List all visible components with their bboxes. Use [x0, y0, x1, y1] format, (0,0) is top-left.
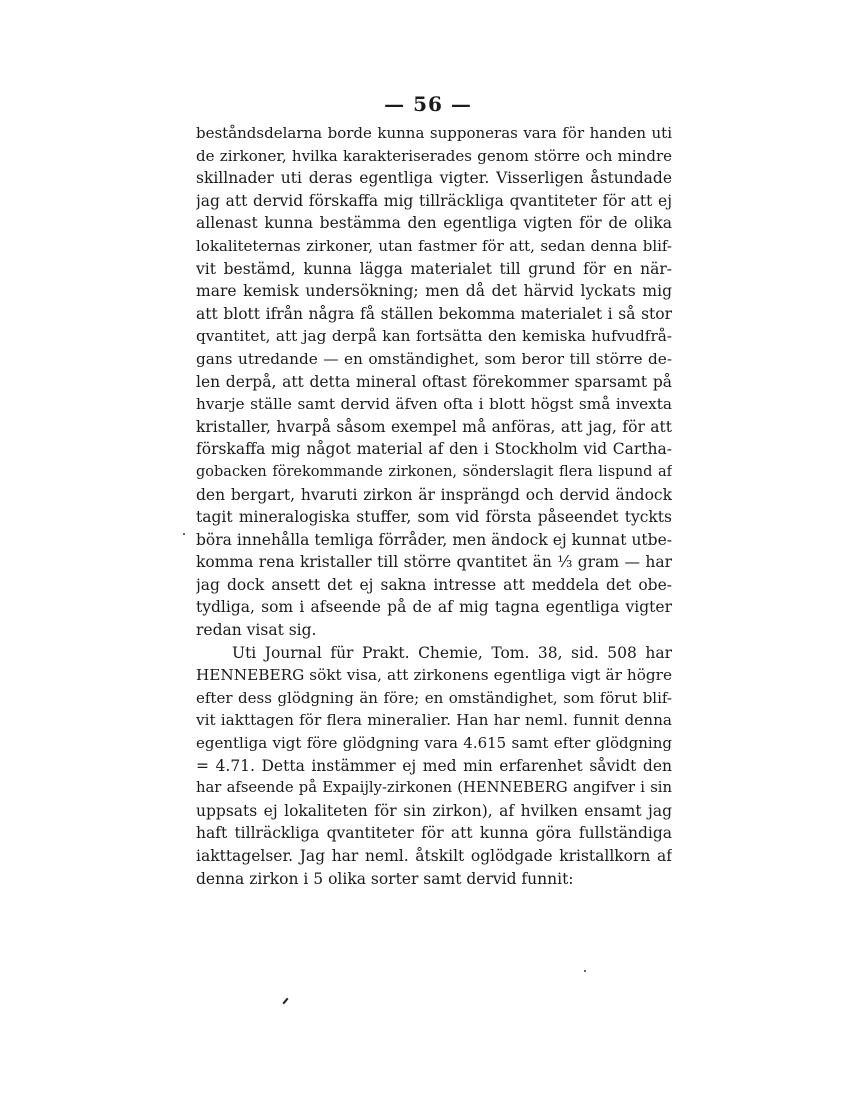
text-line: haft tillräckliga qvantiteter för att kunna göra fullständiga — [196, 824, 672, 843]
text-line: denna zirkon i 5 olika sorter samt dervid funnit: — [196, 869, 574, 888]
body-text — [196, 122, 672, 890]
text-line: uppsats ej lokaliteten för sin zirkon), af hvilken ensamt jag — [196, 801, 672, 820]
text-line: förskaffa mig något material af den i Stockholm vid Cartha- — [196, 440, 672, 459]
text-line: de zirkoner, hvilka karakteriserades genom större och mindre — [196, 146, 672, 165]
text-line: kristaller, hvarpå såsom exempel må anföras, att jag, för att — [196, 417, 672, 436]
text-line: tydliga, som i afseende på de af mig tagna egentliga vigter — [196, 598, 672, 617]
text-line: Uti Journal für Prakt. Chemie, Tom. 38, sid. 508 har — [232, 643, 672, 662]
text-line: egentliga vigt före glödgning vara 4.615 samt efter glödgning — [196, 734, 672, 753]
paragraph-2 — [196, 642, 672, 891]
ink-stroke-mark — [282, 998, 288, 1005]
text-line: jag dock ansett det ej sakna intresse att meddela det obe- — [196, 575, 672, 594]
text-line: allenast kunna bestämma den egentliga vigten för de olika — [196, 214, 672, 233]
text-line: qvantitet, att jag derpå kan fortsätta den kemiska hufvudfrå- — [196, 327, 672, 346]
text-line: = 4.71. Detta instämmer ej med min erfarenhet såvidt den — [196, 756, 672, 775]
text-line: hvarje ställe samt dervid äfven ofta i blott högst små invexta — [196, 395, 672, 414]
text-line: gobacken förekommande zirkonen, sönderslagit flera lispund af — [196, 463, 672, 480]
text-line: böra innehålla temliga förråder, men ändock ej kunnat utbe- — [196, 530, 672, 549]
text-line: att blott ifrån några få ställen bekomma materialet i så stor — [196, 304, 672, 323]
text-line: mare kemisk undersökning; men då det härvid lyckats mig — [196, 282, 672, 301]
text-line: jag att dervid förskaffa mig tillräckliga qvantiteter för att ej — [196, 191, 672, 210]
text-line: lokaliteternas zirkoner, utan fastmer för att, sedan denna blif- — [196, 236, 672, 255]
text-line: tagit mineralogiska stuffer, som vid första påseendet tyckts — [196, 508, 672, 527]
text-line: vit iakttagen för flera mineralier. Han har neml. funnit denna — [196, 711, 672, 730]
text-line: har afseende på Expaijly-zirkonen (HENNEBERG angifver i sin — [196, 779, 672, 797]
text-line: redan visat sig. — [196, 621, 317, 640]
text-line: HENNEBERG sökt visa, att zirkonens egentliga vigt är högre — [196, 666, 672, 685]
text-line: efter dess glödgning än före; en omständighet, som förut blif- — [196, 688, 672, 707]
text-line: skillnader uti deras egentliga vigter. Visserligen åstundade — [196, 169, 672, 188]
speck-mark — [584, 970, 586, 972]
text-line: len derpå, att detta mineral oftast förekommer sparsamt på — [196, 372, 672, 391]
text-line: beståndsdelarna borde kunna supponeras vara för handen uti — [196, 124, 672, 142]
paragraph-1 — [196, 122, 672, 642]
text-line: iakttagelser. Jag har neml. åtskilt oglödgade kristallkorn af — [196, 847, 672, 865]
page-number: — 56 — — [384, 92, 472, 116]
text-line: vit bestämd, kunna lägga materialet till grund för en när- — [196, 259, 672, 278]
text-line: gans utredande — en omständighet, som beror till större de- — [196, 349, 672, 368]
text-line: komma rena kristaller till större qvantitet än ⅓ gram — har — [196, 553, 672, 572]
text-line: den bergart, hvaruti zirkon är insprängd och dervid ändock — [196, 485, 672, 504]
speck-mark — [183, 533, 185, 535]
